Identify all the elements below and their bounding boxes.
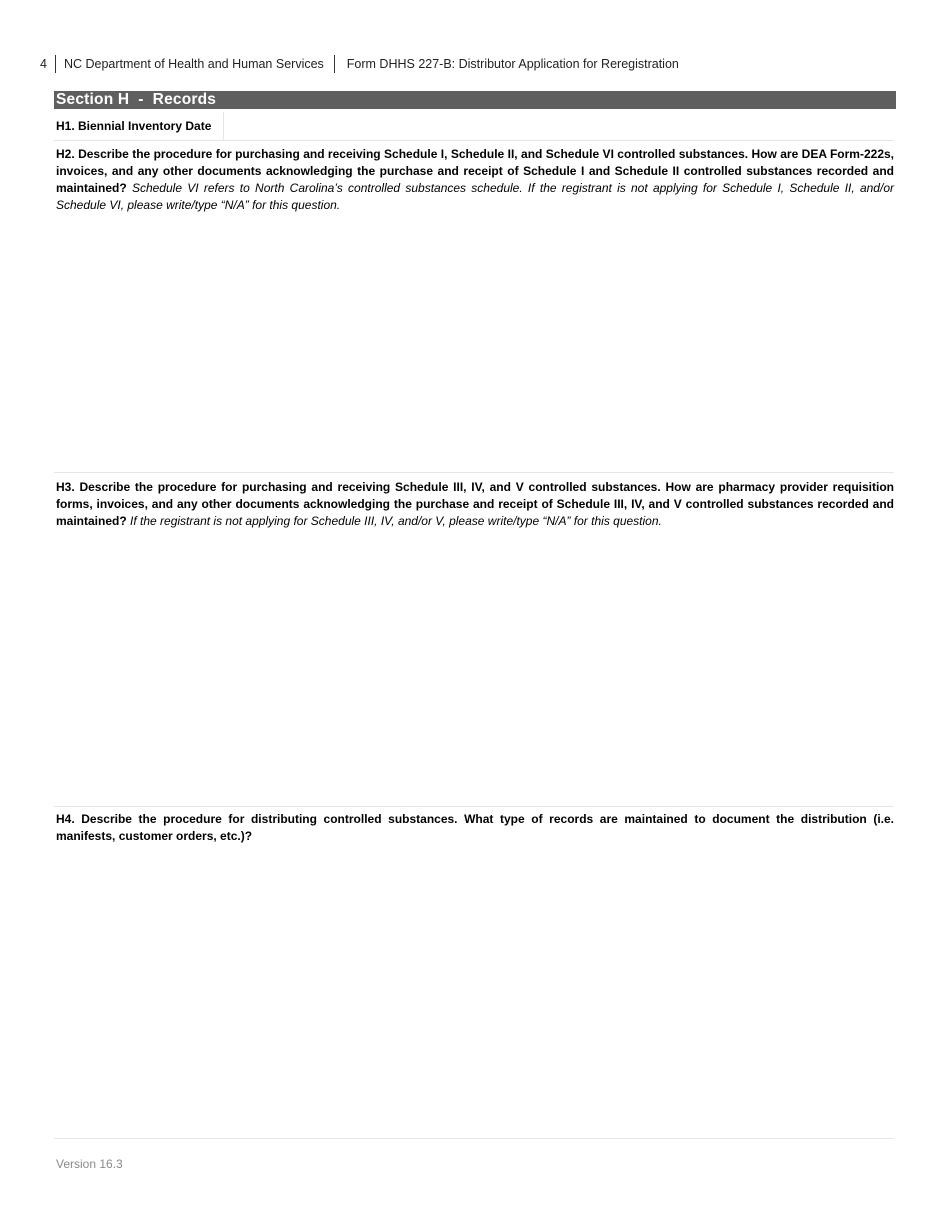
answer-h3-field[interactable]	[54, 530, 894, 807]
version-footer: Version 16.3	[56, 1157, 123, 1171]
question-h4-text: H4. Describe the procedure for distributing controlled substances. What type of records are maintained to document the distribution (i.e. manifests, customer orders, etc.)?	[56, 812, 894, 843]
answer-h2-field[interactable]	[54, 214, 894, 473]
department-name: NC Department of Health and Human Services	[63, 57, 324, 71]
answer-h4-field[interactable]	[54, 846, 894, 1139]
question-h2-note: Schedule VI refers to North Carolina’s controlled substances schedule. If the registrant is not applying for Schedule I, Schedule II, and/or Schedule VI, please write/type “N/A” for this question.	[56, 181, 894, 212]
question-h2-text: H2. Describe the procedure for purchasing and receiving Schedule I, Schedule II, and Schedule VI controlled substances. How are DEA Form-222s, invoices, and any other documents acknowledging the purchase and receipt of Schedule I and Schedule II controlled substances recorded and maintained?	[56, 147, 894, 195]
biennial-inventory-label: H1. Biennial Inventory Date	[54, 112, 224, 140]
question-h4	[56, 811, 894, 845]
question-h3	[56, 479, 894, 530]
biennial-inventory-row	[54, 112, 894, 141]
page-number: 4	[40, 57, 47, 71]
page-header	[40, 55, 687, 73]
question-h2	[56, 146, 894, 214]
section-title-bar: Section H - Records	[54, 91, 896, 109]
form-title: Form DHHS 227-B: Distributor Application for Reregistration	[346, 57, 679, 71]
biennial-inventory-date-field[interactable]	[224, 112, 894, 140]
question-h3-note: If the registrant is not applying for Schedule III, IV, and/or V, please write/type “N/A” for this question.	[130, 514, 662, 528]
question-h3-text: H3. Describe the procedure for purchasing and receiving Schedule III, IV, and V controlled substances. How are pharmacy provider requisition forms, invoices, and any other documents acknowledging the purchase and receipt of Schedule III, IV, and V controlled substances recorded and maintained?	[56, 480, 894, 528]
